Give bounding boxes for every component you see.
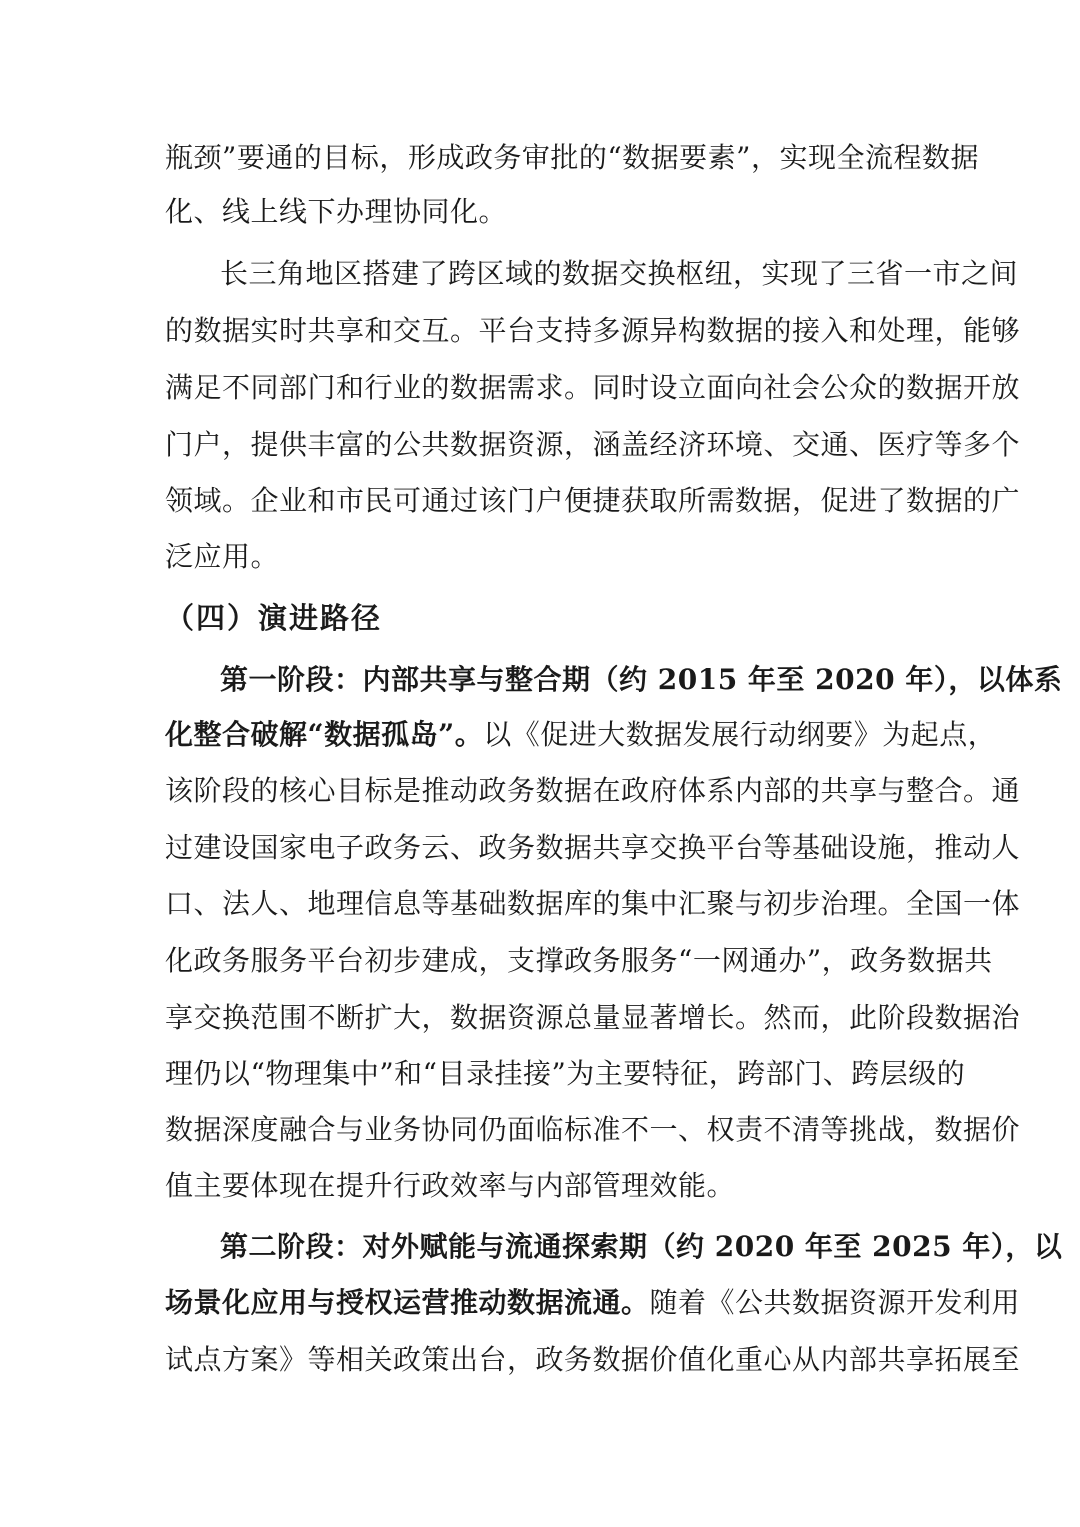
- paragraph-line: 该阶段的核心目标是推动政务数据在政府体系内部的共享与整合。通: [165, 774, 1021, 807]
- paragraph-line: 门户，提供丰富的公共数据资源，涵盖经济环境、交通、医疗等多个: [165, 428, 1021, 461]
- paragraph-line: 值主要体现在提升行政效率与内部管理效能。: [165, 1169, 736, 1202]
- paragraph-line: 数据深度融合与业务协同仍面临标准不一、权责不清等挑战，数据价: [165, 1113, 1021, 1146]
- paragraph-line: 第二阶段：对外赋能与流通探索期（约 2020 年至 2025 年），以: [220, 1230, 1063, 1263]
- paragraph-line: 享交换范围不断扩大，数据资源总量显著增长。然而，此阶段数据治: [165, 1001, 1021, 1034]
- section-heading: （四）演进路径: [165, 601, 383, 635]
- body-text: 以《促进大数据发展行动纲要》为起点，: [483, 718, 997, 751]
- paragraph-line: 长三角地区搭建了跨区域的数据交换枢纽，实现了三省一市之间: [220, 257, 1019, 290]
- paragraph-line: 满足不同部门和行业的数据需求。同时设立面向社会公众的数据开放: [165, 371, 1021, 404]
- paragraph-line: [165, 715, 997, 755]
- paragraph-line: 化、线上线下办理协同化。: [165, 195, 508, 228]
- paragraph-line: 口、法人、地理信息等基础数据库的集中汇聚与初步治理。全国一体: [165, 887, 1021, 920]
- paragraph-line: 理仍以“物理集中”和“目录挂接”为主要特征，跨部门、跨层级的: [165, 1057, 966, 1090]
- paragraph-line: 第一阶段：内部共享与整合期（约 2015 年至 2020 年），以体系: [220, 663, 1063, 696]
- paragraph-line: 瓶颈”要通的目标，形成政务审批的“数据要素”，实现全流程数据: [165, 141, 979, 174]
- paragraph-line: 的数据实时共享和交互。平台支持多源异构数据的接入和处理，能够: [165, 314, 1021, 347]
- paragraph-line: 试点方案》等相关政策出台，政务数据价值化重心从内部共享拓展至: [165, 1343, 1021, 1376]
- paragraph-line: 泛应用。: [165, 540, 280, 573]
- bold-lead-text: 化整合破解“数据孤岛”。: [165, 718, 484, 751]
- bold-lead-text: 场景化应用与授权运营推动数据流通。: [165, 1286, 650, 1319]
- paragraph-line: 过建设国家电子政务云、政务数据共享交换平台等基础设施，推动人: [165, 831, 1021, 864]
- paragraph-line: [165, 1283, 1021, 1323]
- paragraph-line: 领域。企业和市民可通过该门户便捷获取所需数据，促进了数据的广: [165, 484, 1021, 517]
- body-text: 随着《公共数据资源开发利用: [649, 1286, 1021, 1319]
- paragraph-line: 化政务服务平台初步建成，支撑政务服务“一网通办”，政务数据共: [165, 944, 993, 977]
